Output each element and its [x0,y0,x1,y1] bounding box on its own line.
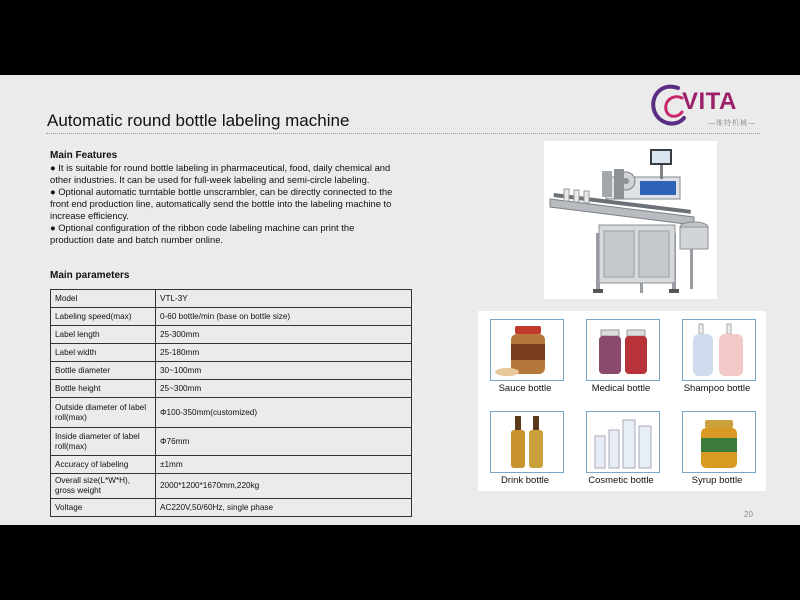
table-row [51,362,412,380]
param-name: Voltage [51,499,156,517]
sample-label: Syrup bottle [691,475,743,486]
bottle-samples-panel [478,311,766,491]
param-name: Model [51,290,156,308]
machine-photo [544,141,717,299]
logo-brand-text: VITA [682,88,737,115]
table-row [51,326,412,344]
param-name: Outside diameter of label roll(max) [51,398,156,428]
param-name: Bottle height [51,380,156,398]
param-name: Label width [51,344,156,362]
page-title: Automatic round bottle labeling machine [47,111,350,130]
logo-subtitle: —维特机械— [708,120,756,127]
param-value: 0-60 bottle/min (base on bottle size) [156,308,412,326]
medical-bottles-icon [586,319,660,381]
table-row [51,474,412,499]
feature-item: ● Optional configuration of the ribbon code labeling machine can print the production date and batch number online. [50,222,355,245]
brand-logo [648,80,760,132]
parameters-heading: Main parameters [50,270,130,281]
param-value: 25-300mm [156,326,412,344]
table-row [51,398,412,428]
syrup-jar-icon [682,411,756,473]
sample-label: Drink bottle [500,475,550,486]
shampoo-bottles-icon [682,319,756,381]
param-value: Φ76mm [156,428,412,456]
feature-item: ● It is suitable for round bottle labeling in pharmaceutical, food, daily chemical and other industries. It can be used for full-week labeling and semi-circle labeling. [50,162,391,185]
sample-label: Cosmetic bottle [588,475,654,486]
drink-bottles-icon [490,411,564,473]
sample-label: Sauce bottle [498,383,552,394]
cosmetic-bottles-icon [586,411,660,473]
param-name: Label length [51,326,156,344]
param-value: 30~100mm [156,362,412,380]
param-name: Accuracy of labeling [51,456,156,474]
param-name: Labeling speed(max) [51,308,156,326]
param-value: AC220V,50/60Hz, single phase [156,499,412,517]
param-value: 25~300mm [156,380,412,398]
sample-label: Shampoo bottle [683,383,751,394]
sample-label: Medical bottle [591,383,651,394]
param-value: 25-180mm [156,344,412,362]
param-value: 2000*1200*1670mm,220kg [156,474,412,499]
param-name: Bottle diameter [51,362,156,380]
labeling-machine-icon [544,141,717,299]
table-row [51,344,412,362]
param-value: VTL-3Y [156,290,412,308]
param-name: Overall size(L*W*H), gross weight [51,474,156,499]
table-row [51,308,412,326]
features-heading: Main Features [50,150,118,161]
parameters-table [50,289,412,517]
features-list [50,162,400,246]
page-number: 20 [744,510,753,519]
param-value: Φ100-350mm(customized) [156,398,412,428]
param-value: ±1mm [156,456,412,474]
param-name: Inside diameter of label roll(max) [51,428,156,456]
title-divider [46,133,760,134]
slide [0,75,800,525]
table-row [51,428,412,456]
table-row [51,380,412,398]
sauce-jar-icon [490,319,564,381]
table-row [51,290,412,308]
feature-item: ● Optional automatic turntable bottle unscrambler, can be directly connected to the front end production line, automatically send the bottle into the labeling machine to increase efficiency. [50,186,393,221]
table-row [51,499,412,517]
table-row [51,456,412,474]
